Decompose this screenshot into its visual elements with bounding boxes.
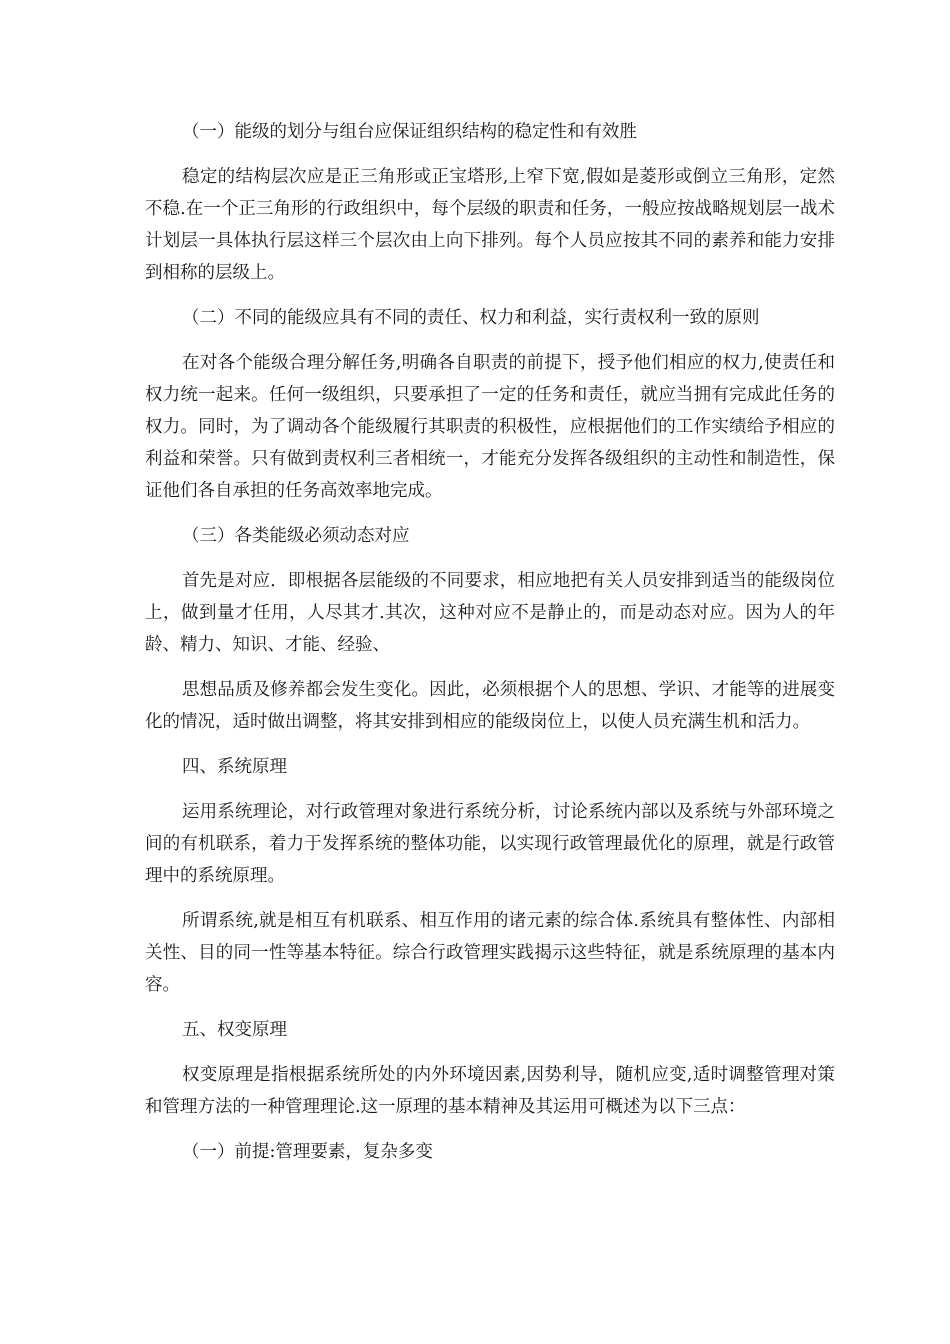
body-paragraph-6: 所谓系统,就是相互有机联系、相互作用的诸元素的综合体.系统具有整体性、内部相关性、目的同一性等基本特征。综合行政管理实践揭示这些特征，就是系统原理的基本内容。 xyxy=(145,911,835,995)
section-heading-3: （三）各类能级必须动态对应 xyxy=(182,526,410,546)
body-paragraph-5: 运用系统理论，对行政管理对象进行系统分析，讨论系统内部以及系统与外部环境之间的有机联系，着力于发挥系统的整体功能，以实现行政管理最优化的原理，就是行政管理中的系统原理。 xyxy=(145,802,835,886)
body-paragraph-3: 首先是对应．即根据各层能级的不同要求，相应地把有关人员安排到适当的能级岗位上，做到量才任用，人尽其才.其次，这种对应不是静止的，而是动态对应。因为人的年龄、精力、知识、才能、经验、 xyxy=(145,571,835,655)
section-heading-4: 四、系统原理 xyxy=(182,757,287,777)
section-heading-5: 五、权变原理 xyxy=(182,1020,287,1040)
body-paragraph-7: 权变原理是指根据系统所处的内外环境因素,因势利导，随机应变,适时调整管理对策和管理方法的一种管理理论.这一原理的基本精神及其运用可概述为以下三点： xyxy=(145,1065,835,1117)
body-paragraph-4: 思想品质及修养都会发生变化。因此，必须根据个人的思想、学识、才能等的进展变化的情况，适时做出调整，将其安排到相应的能级岗位上，以使人员充满生机和活力。 xyxy=(145,680,835,732)
section-heading-2: （二）不同的能级应具有不同的责任、权力和利益，实行责权利一致的原则 xyxy=(182,308,760,328)
body-paragraph-1: 稳定的结构层次应是正三角形或正宝塔形,上窄下宽,假如是菱形或倒立三角形，定然不稳.在一个正三角形的行政组织中，每个层级的职责和任务，一般应按战略规划层一战术计划层一具体执行层这样三个层次由上向下排列。每个人员应按其不同的素养和能力安排到相称的层级上。 xyxy=(145,167,835,283)
section-heading-1: （一）能级的划分与组台应保证组织结构的稳定性和有效胜 xyxy=(182,122,637,142)
section-heading-6: （一）前提:管理要素，复杂多变 xyxy=(182,1142,433,1162)
document-body xyxy=(145,116,835,1181)
body-paragraph-2: 在对各个能级合理分解任务,明确各自职责的前提下，授予他们相应的权力,使责任和权力统一起来。任何一级组织，只要承担了一定的任务和责任，就应当拥有完成此任务的权力。同时，为了调动各个能级履行其职责的积极性，应根据他们的工作实绩给予相应的利益和荣誉。只有做到责权利三者相统一，才能充分发挥各级组织的主动性和制造性，保证他们各自承担的任务高效率地完成。 xyxy=(145,353,835,501)
